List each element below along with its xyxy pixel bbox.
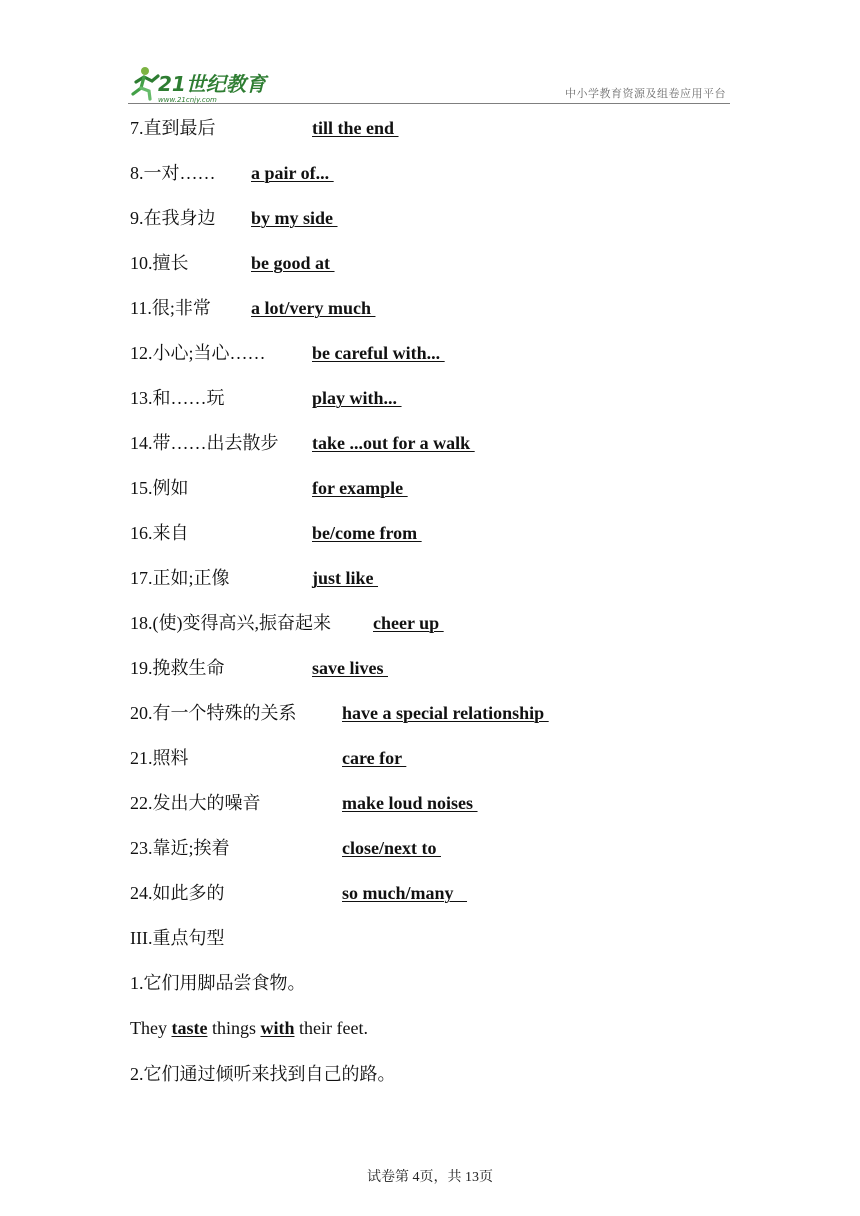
sentence-cn: 1.它们用脚品尝食物。 <box>130 973 306 993</box>
vocab-cn: 12.小心;当心…… <box>130 343 266 363</box>
svg-text:21世纪教育: 21世纪教育 <box>158 72 266 96</box>
vocab-en: save lives <box>312 658 388 678</box>
vocab-en: make loud noises <box>342 793 478 813</box>
sentence-en: They taste things with their feet. <box>130 1018 368 1038</box>
vocab-cn: 11.很;非常 <box>130 298 211 318</box>
vocab-cn: 16.来自 <box>130 523 189 543</box>
vocab-cn: 21.照料 <box>130 748 189 768</box>
vocab-en: a pair of... <box>251 163 334 183</box>
vocab-en: till the end <box>312 118 399 138</box>
vocab-cn: 20.有一个特殊的关系 <box>130 703 297 723</box>
sentence-cn: 2.它们通过倾听来找到自己的路。 <box>130 1064 396 1084</box>
vocab-cn: 24.如此多的 <box>130 883 225 903</box>
vocab-cn: 18.(使)变得高兴,振奋起来 <box>130 613 331 633</box>
vocab-en: play with... <box>312 388 402 408</box>
vocab-cn: 17.正如;正像 <box>130 568 230 588</box>
vocab-cn: 13.和……玩 <box>130 388 225 408</box>
logo-21cnjy <box>128 64 278 104</box>
vocab-cn: 22.发出大的噪音 <box>130 793 261 813</box>
platform-name: 中小学教育资源及组卷应用平台 <box>565 87 726 100</box>
header-divider <box>128 103 730 104</box>
vocab-cn: 9.在我身边 <box>130 208 216 228</box>
vocab-cn: 7.直到最后 <box>130 118 216 138</box>
vocab-en: just like <box>312 568 379 588</box>
answer-blank: taste <box>171 1018 208 1038</box>
vocab-cn: 15.例如 <box>130 478 189 498</box>
section-heading: III.重点句型 <box>130 928 225 948</box>
vocab-cn: 14.带……出去散步 <box>130 433 279 453</box>
vocab-cn: 8.一对…… <box>130 163 216 183</box>
vocab-en: a lot/very much <box>251 298 376 318</box>
page-footer: 试卷第 4页，共 13页 <box>367 1170 493 1185</box>
vocab-en: so much/many <box>342 883 468 903</box>
vocab-en: be/come from <box>312 523 422 543</box>
vocab-cn: 23.靠近;挨着 <box>130 838 230 858</box>
svg-text:www.21cnjy.com: www.21cnjy.com <box>158 96 217 104</box>
page-header <box>128 60 730 104</box>
vocab-en: for example <box>312 478 408 498</box>
vocab-cn: 10.擅长 <box>130 253 189 273</box>
vocab-cn: 19.挽救生命 <box>130 658 225 678</box>
vocab-en: care for <box>342 748 407 768</box>
vocab-en: close/next to <box>342 838 441 858</box>
vocab-en: by my side <box>251 208 338 228</box>
vocab-en: have a special relationship <box>342 703 549 723</box>
vocab-en: be good at <box>251 253 335 273</box>
answer-blank: with <box>260 1018 295 1038</box>
vocab-en: cheer up <box>373 613 444 633</box>
vocab-en: be careful with... <box>312 343 445 363</box>
vocab-en: take ...out for a walk <box>312 433 475 453</box>
